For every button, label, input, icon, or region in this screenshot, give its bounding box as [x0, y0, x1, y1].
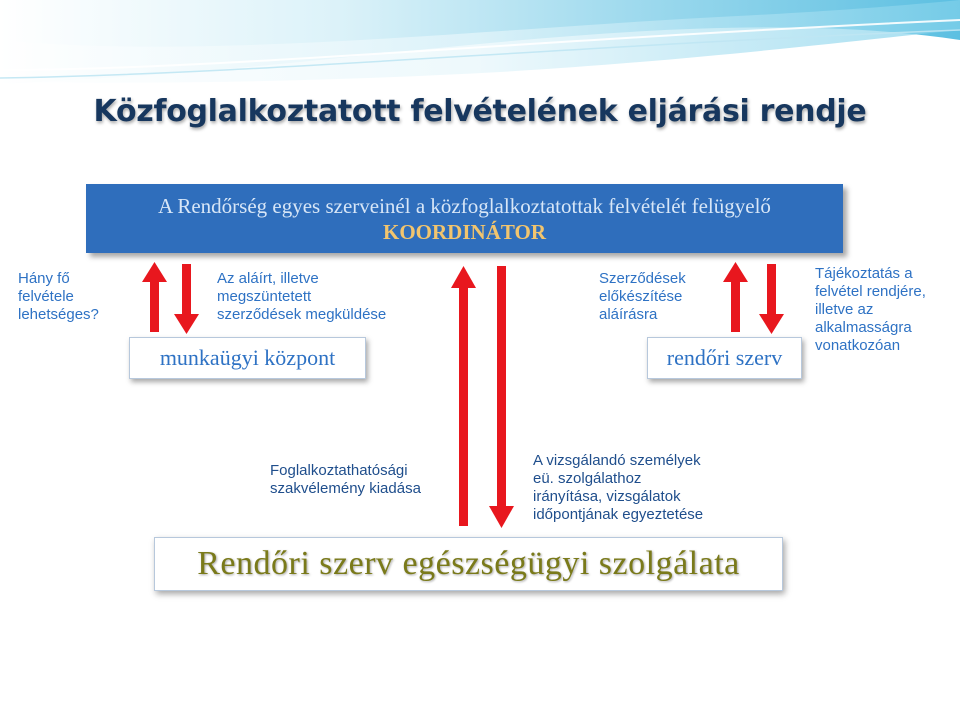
- munkaugyi-kozpont-box: munkaügyi központ: [129, 337, 366, 379]
- egeszsegugyi-szolgalat-box: Rendőri szerv egészségügyi szolgálata: [154, 537, 783, 591]
- koordinator-description: A Rendőrség egyes szerveinél a közfoglalkoztatottak felvételét felügyelő: [158, 193, 771, 218]
- page-title: Közfoglalkoztatott felvételének eljárási rendje: [93, 94, 867, 129]
- arrow-munka-down: [174, 264, 199, 334]
- arrow-center-up: [451, 266, 476, 526]
- note-foglalkoztathatosagi: Foglalkoztathatósági szakvélemény kiadása: [270, 462, 421, 497]
- note-szerzodesek-elokeszitese: Szerződések előkészítése aláírásra: [599, 270, 686, 323]
- note-alairt-szerzodesek: Az aláírt, illetve megszüntetett szerződések megküldése: [217, 270, 387, 323]
- rendori-szerv-box: rendőri szerv: [647, 337, 802, 379]
- koordinator-label: KOORDINÁTOR: [383, 219, 546, 244]
- arrow-rendor-down: [759, 264, 784, 334]
- arrow-hany-up: [142, 262, 167, 332]
- arrow-rendor-up: [723, 262, 748, 332]
- note-tajekoztatas: Tájékoztatás a felvétel rendjére, illetve az alkalmasságra vonatkozóan: [815, 265, 926, 354]
- arrow-center-down: [489, 266, 514, 528]
- note-hany-fo: Hány fő felvétele lehetséges?: [18, 270, 99, 323]
- note-vizsgalando: A vizsgálandó személyek eü. szolgálathoz irányítása, vizsgálatok időpontjának egyeztetése: [533, 452, 704, 523]
